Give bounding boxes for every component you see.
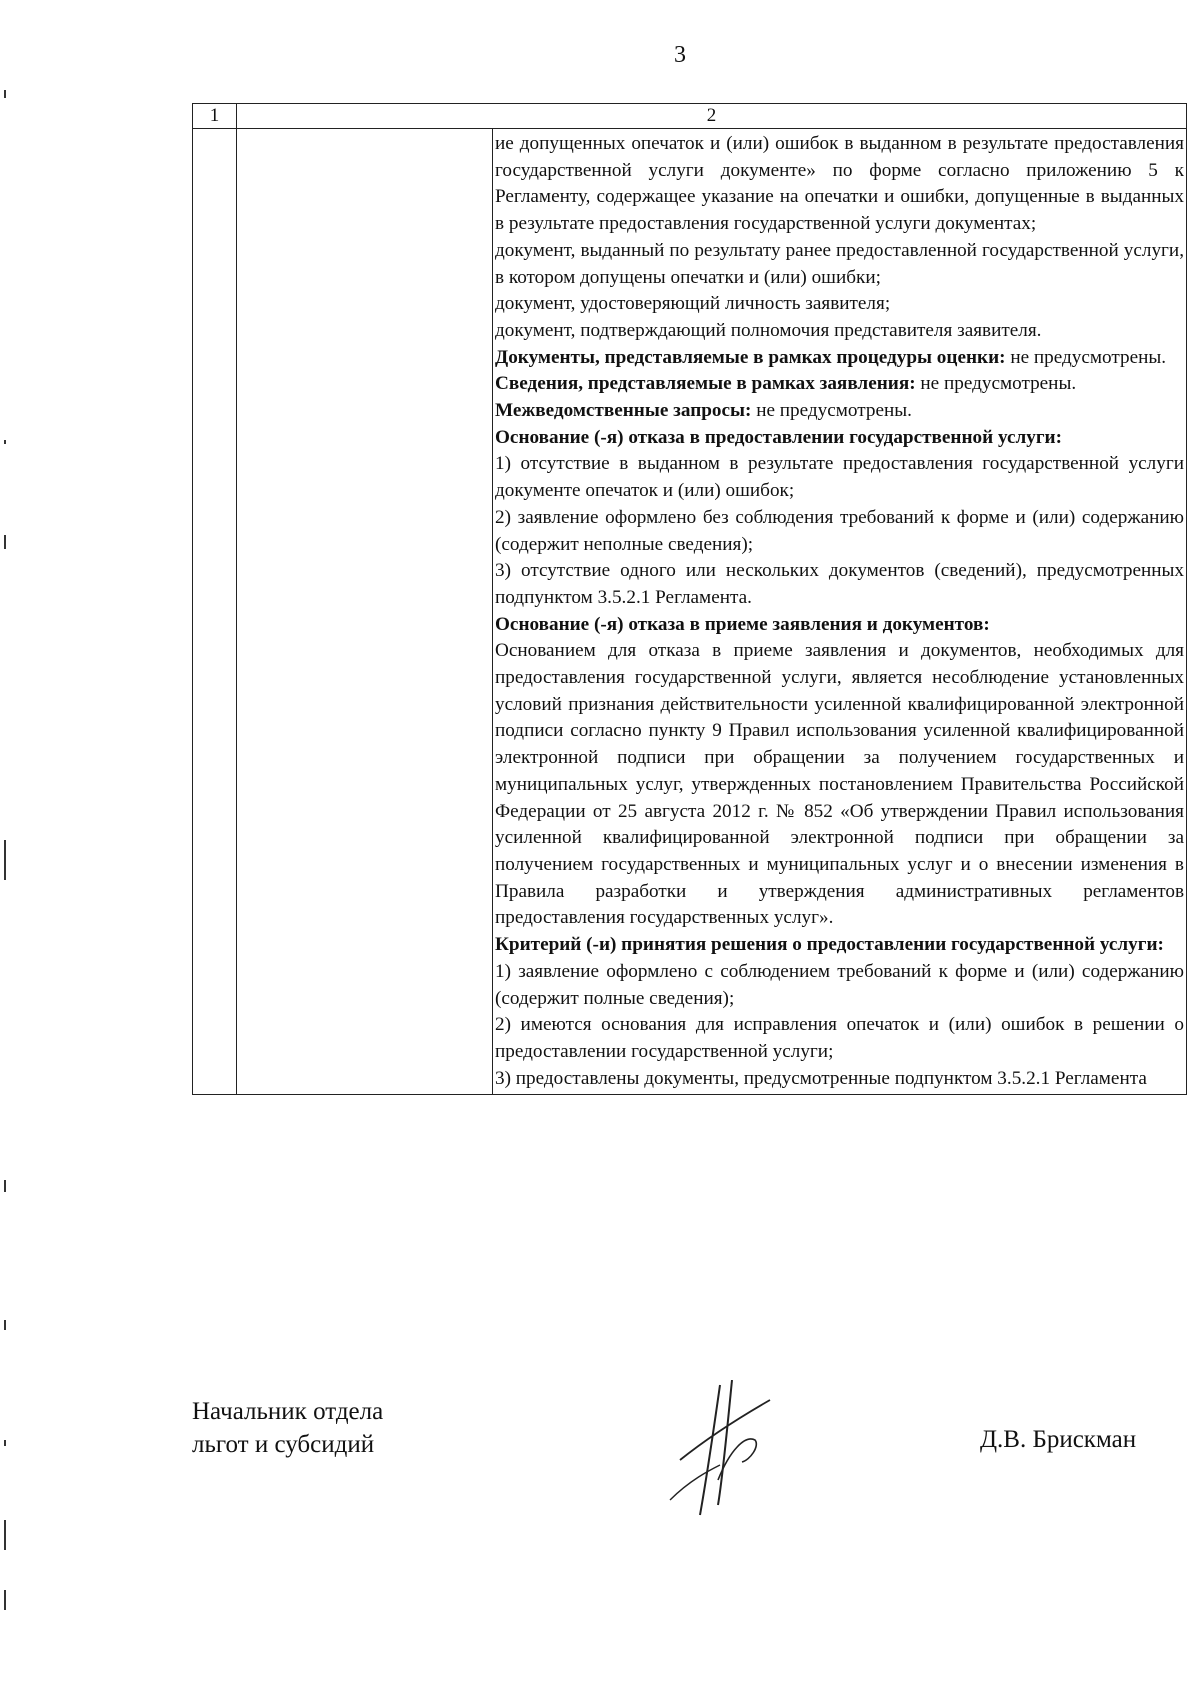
content-paragraph <box>495 932 1184 959</box>
signer-name: Д.В. Брискман <box>980 1426 1137 1453</box>
content-paragraph <box>495 1066 1184 1093</box>
content-paragraph <box>495 318 1184 345</box>
content-paragraph <box>495 291 1184 318</box>
content-paragraph <box>495 451 1184 504</box>
paragraph-text: 2) имеются основания для исправления опечаток и (или) ошибок в решении о предоставлении государственной услуги; <box>495 1014 1184 1062</box>
table-body-row <box>193 129 1187 1095</box>
paragraph-text: документ, выданный по результату ранее предоставленной государственной услуги, в котором допущены опечатки и (или) ошибки; <box>495 239 1184 288</box>
paragraph-text: не предусмотрены. <box>751 400 912 422</box>
content-paragraph <box>495 612 1184 639</box>
content-paragraph <box>495 638 1184 932</box>
content-paragraph <box>495 131 1184 238</box>
content-paragraphs <box>493 129 1186 1094</box>
content-paragraph <box>495 505 1184 558</box>
paragraph-text: ие допущенных опечаток и (или) ошибок в выданном в результате предоставления государственной услуги документе» по форме согласно приложению 5 к Регламенту, содержащее указание на опечатки и ошибки, допущенные в выданных в результате предоставления государственной услуги документах; <box>495 133 1184 235</box>
content-paragraph <box>495 345 1184 372</box>
signer-position-line-1: Начальник отдела <box>192 1398 384 1425</box>
empty-cell-1 <box>193 129 237 1095</box>
content-paragraph <box>495 371 1184 398</box>
paragraph-text: документ, удостоверяющий личность заявителя; <box>495 293 891 315</box>
content-paragraph <box>495 558 1184 611</box>
scan-edge-marks <box>0 80 14 1680</box>
page-number: 3 <box>674 42 686 68</box>
paragraph-heading: Сведения, представляемые в рамках заявления: <box>495 373 916 395</box>
paragraph-text: 1) заявление оформлено с соблюдением требований к форме и (или) содержанию (содержит полные сведения); <box>495 960 1184 1009</box>
paragraph-heading: Основание (-я) отказа в предоставлении государственной услуги: <box>495 426 1062 448</box>
paragraph-heading: Основание (-я) отказа в приеме заявления и документов: <box>495 613 990 635</box>
paragraph-text: не предусмотрены. <box>1005 346 1167 368</box>
header-col-1: 1 <box>193 104 237 129</box>
paragraph-heading: Критерий (-и) принятия решения о предоставлении государственной услуги: <box>495 934 1164 956</box>
content-paragraph <box>495 1012 1184 1065</box>
header-col-2: 2 <box>237 104 1187 129</box>
content-paragraph <box>495 238 1184 291</box>
paragraph-text: 2) заявление оформлено без соблюдения требований к форме и (или) содержанию (содержит неполные сведения); <box>495 506 1184 555</box>
content-paragraph <box>495 398 1184 425</box>
paragraph-text: 3) предоставлены документы, предусмотренные подпунктом 3.5.2.1 Регламента <box>495 1067 1147 1089</box>
empty-cell-2 <box>237 129 493 1095</box>
paragraph-heading: Документы, представляемые в рамках процедуры оценки: <box>495 346 1006 368</box>
signer-position <box>192 1395 383 1461</box>
paragraph-text: документ, подтверждающий полномочия представителя заявителя. <box>495 319 1042 341</box>
paragraph-heading: Межведомственные запросы: <box>495 400 752 422</box>
regulation-table <box>192 103 1187 1095</box>
paragraph-text: Основанием для отказа в приеме заявления и документов, необходимых для предоставления государственной услуги, является несоблюдение установленных условий признания действительности усиленной квалифицированной электронной подписи согласно пункту 9 Правил использования усиленной квалифицированной электронной подписи при обращении за получением государственных и муниципальных услуг, утвержденных постановлением Правительства Российской Федерации от 25 августа 2012 г. № 852 «Об утверждении Правил использования усиленной квалифицированной электронной подписи при обращении за получением государственных и муниципальных услуг и о внесении изменения в Правила разработки и утверждения административных регламентов предоставления государственных услуг». <box>495 640 1184 929</box>
paragraph-text: не предусмотрены. <box>915 373 1077 395</box>
paragraph-text: 1) отсутствие в выданном в результате предоставления государственной услуги документе опечаток и (или) ошибок; <box>495 453 1184 502</box>
content-paragraph <box>495 425 1184 452</box>
signer-position-line-2: льгот и субсидий <box>192 1431 375 1458</box>
table-header-row <box>193 104 1187 129</box>
paragraph-text: 3) отсутствие одного или нескольких документов (сведений), предусмотренных подпунктом 3.5.2.1 Регламента. <box>495 560 1184 608</box>
handwritten-signature <box>660 1380 780 1520</box>
content-cell <box>493 129 1187 1095</box>
content-paragraph <box>495 959 1184 1012</box>
